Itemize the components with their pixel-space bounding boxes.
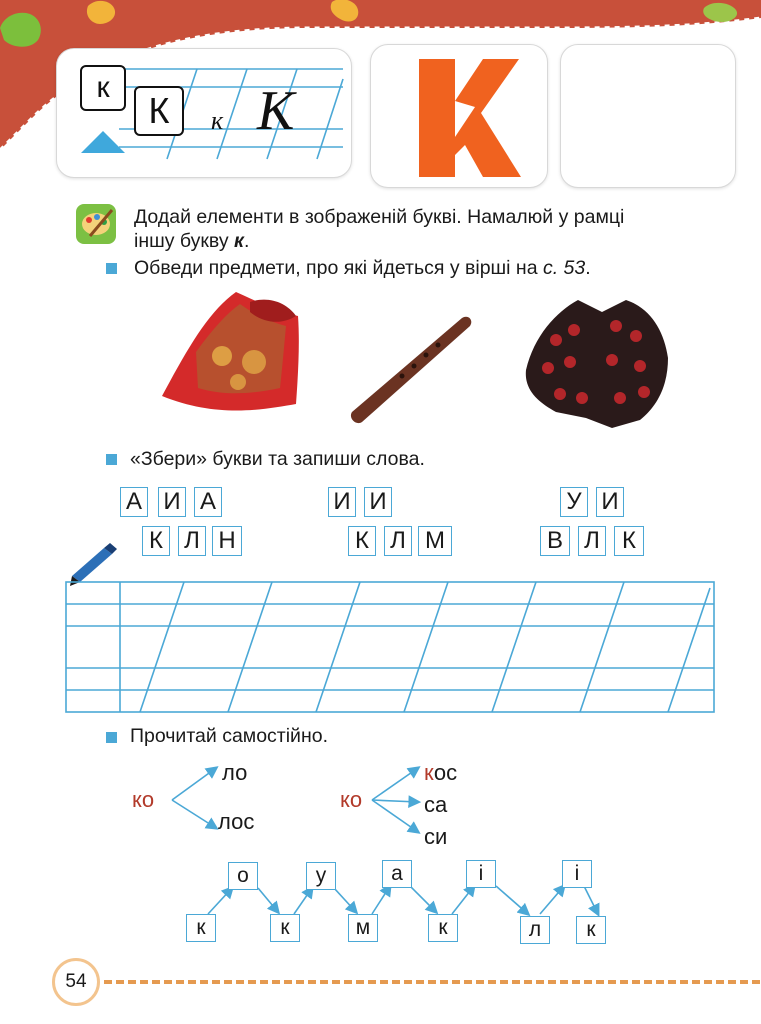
chain-consonant[interactable]: к	[270, 914, 300, 942]
letter-tile[interactable]: И	[364, 487, 392, 517]
letter-tile[interactable]: А	[194, 487, 222, 517]
chain-consonant[interactable]: к	[576, 916, 606, 944]
chain-consonant[interactable]: к	[186, 914, 216, 942]
chain-vowel[interactable]: о	[228, 862, 258, 890]
syllable-root: ко	[340, 787, 363, 812]
letter-tile[interactable]: Л	[178, 526, 206, 556]
syllable-ending: си	[424, 824, 448, 849]
letter-tile[interactable]: М	[418, 526, 452, 556]
syllable-ending: лос	[218, 809, 255, 834]
chain-vowel[interactable]: а	[382, 860, 412, 888]
letter-tile[interactable]: И	[158, 487, 186, 517]
letter-tile[interactable]: И	[328, 487, 356, 517]
footer-divider	[104, 980, 760, 984]
bullet-icon	[106, 732, 117, 743]
syllable-ending: кос	[424, 760, 458, 785]
letter-tile[interactable]: И	[596, 487, 624, 517]
letter-tile[interactable]: А	[120, 487, 148, 517]
task3-text: «Збери» букви та запиши слова.	[130, 448, 425, 470]
letter-tile[interactable]: Л	[578, 526, 606, 556]
letter-tile[interactable]: К	[614, 526, 644, 556]
chain-consonant[interactable]: м	[348, 914, 378, 942]
chain-vowel[interactable]: і	[466, 860, 496, 888]
task4-text: Прочитай самостійно.	[130, 725, 328, 747]
chain-consonant[interactable]: л	[520, 916, 550, 944]
printed-letter-small: к	[80, 65, 126, 111]
task2-text: Обведи предмети, про які йдеться у вірші на с. 53.	[134, 257, 591, 279]
letter-tile[interactable]: Н	[212, 526, 242, 556]
letter-tile[interactable]: У	[560, 487, 588, 517]
chain-vowel[interactable]: у	[306, 862, 336, 890]
page-number: 54	[52, 958, 100, 1006]
syllable-ending: са	[424, 792, 448, 817]
chain-consonant[interactable]: к	[428, 914, 458, 942]
printed-letter-big: К	[134, 86, 184, 136]
letter-k-italic: к	[234, 230, 244, 252]
letter-tile[interactable]: К	[142, 526, 170, 556]
script-letter-small: к	[211, 106, 224, 135]
chain-vowel[interactable]: і	[562, 860, 592, 888]
page-reference: с. 53	[542, 257, 586, 279]
letter-tile[interactable]: Л	[384, 526, 412, 556]
syllable-ending: ло	[222, 760, 248, 785]
task1-line1: Додай елементи в зображеній букві. Намалюй у рамці	[134, 206, 625, 228]
script-letter-big: К	[257, 80, 295, 142]
letter-tile[interactable]: В	[540, 526, 570, 556]
task1-line2: іншу букву к.	[134, 230, 250, 252]
letter-tile[interactable]: К	[348, 526, 376, 556]
syllable-root: ко	[132, 787, 155, 812]
